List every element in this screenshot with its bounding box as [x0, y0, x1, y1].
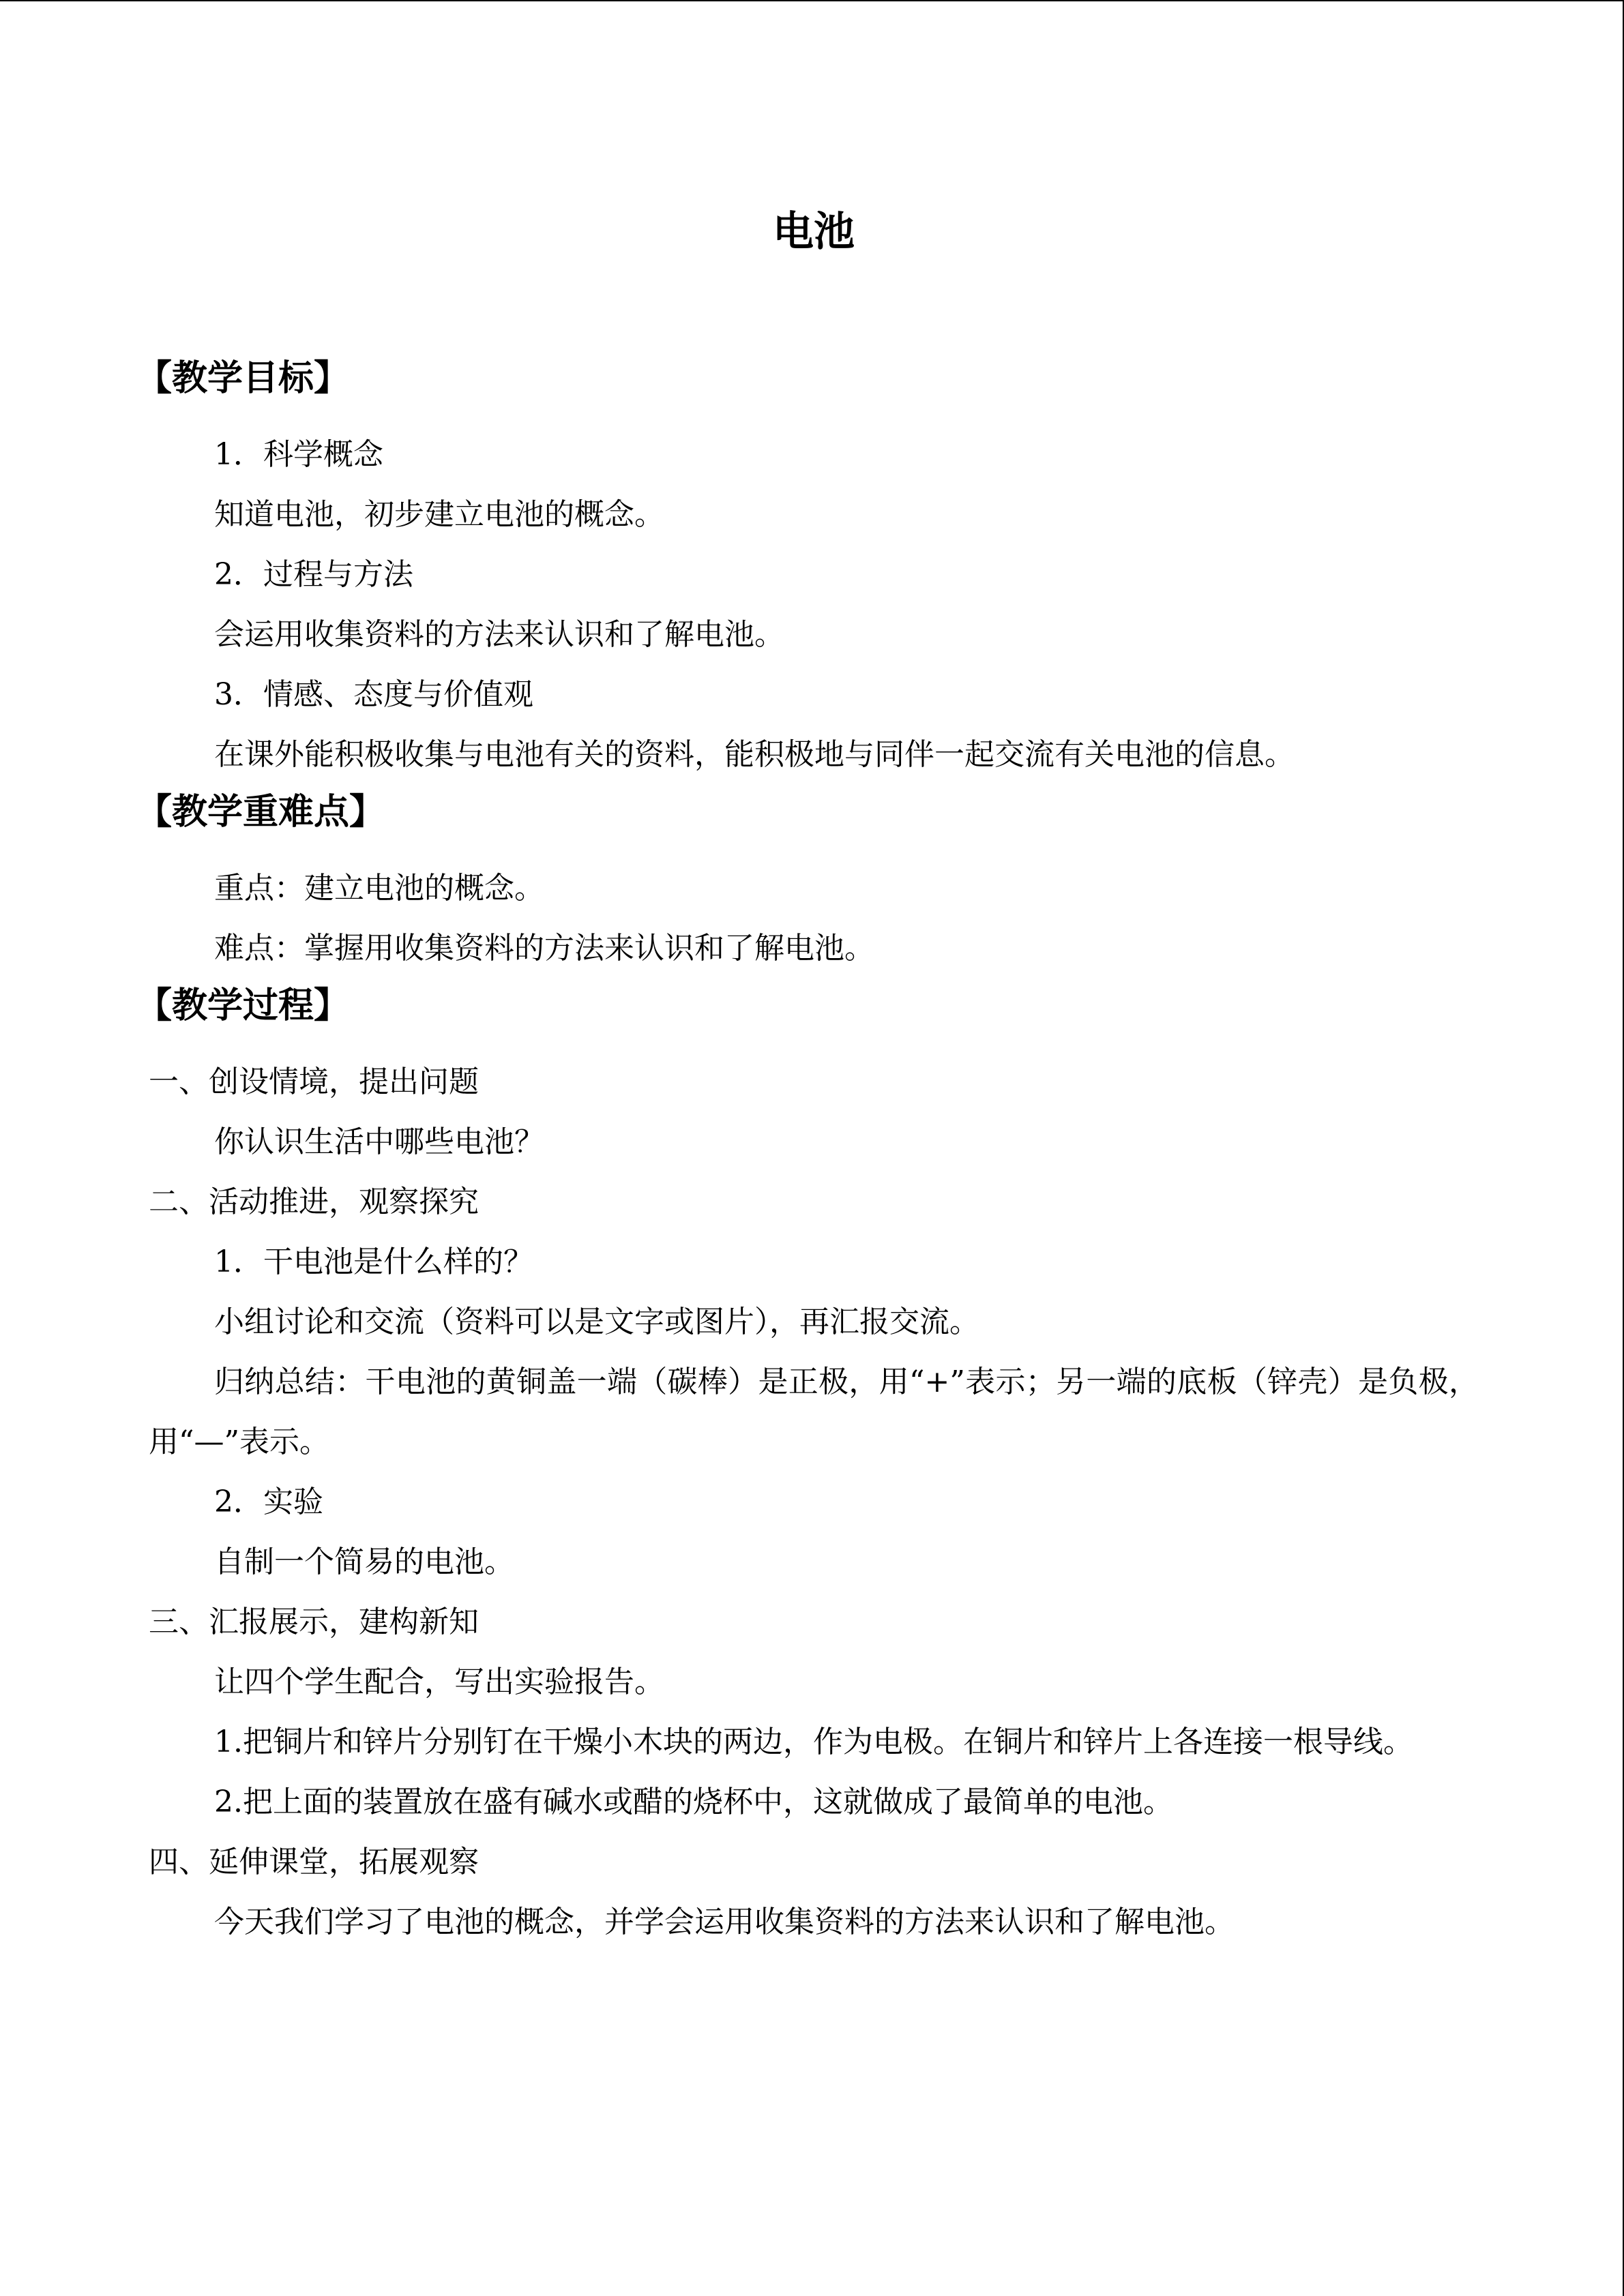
- process-item: 今天我们学习了电池的概念，并学会运用收集资料的方法来认识和了解电池。: [214, 1905, 1235, 1939]
- objective-item: 1．科学概念: [214, 437, 383, 472]
- section-heading-key-points: 【教学重难点】: [136, 792, 385, 833]
- process-item: 自制一个简易的电池。: [214, 1545, 514, 1579]
- objective-item: 会运用收集资料的方法来认识和了解电池。: [214, 617, 784, 652]
- objective-item: 3．情感、态度与价值观: [214, 677, 533, 712]
- objective-item: 在课外能积极收集与电池有关的资料，能积极地与同伴一起交流有关电池的信息。: [214, 737, 1295, 772]
- process-item: 小组讨论和交流（资料可以是文字或图片），再汇报交流。: [214, 1304, 979, 1339]
- section-heading-process: 【教学过程】: [136, 985, 350, 1026]
- document-page: [136, 205, 1479, 1952]
- process-item: 1.把铜片和锌片分别钉在干燥小木块的两边，作为电极。在铜片和锌片上各连接一根导线。: [214, 1725, 1413, 1759]
- objective-item: 2．过程与方法: [214, 557, 413, 592]
- key-point-item: 重点：建立电池的概念。: [214, 871, 544, 906]
- process-item: 归纳总结：干电池的黄铜盖一端（碳棒）是正极，用“+”表示；另一端的底板（锌壳）是负极，用“—”表示。: [149, 1365, 1479, 1459]
- process-step-heading: 一、创设情境，提出问题: [149, 1064, 479, 1099]
- page-top-border: [0, 0, 1624, 1]
- process-step-heading: 二、活动推进，观察探究: [149, 1184, 479, 1219]
- process-item: 2．实验: [214, 1485, 323, 1519]
- process-step-heading: 三、汇报展示，建构新知: [149, 1605, 479, 1639]
- process-item: 2.把上面的装置放在盛有碱水或醋的烧杯中，这就做成了最简单的电池。: [214, 1785, 1173, 1819]
- document-title: 电池: [773, 208, 855, 256]
- objective-item: 知道电池，初步建立电池的概念。: [214, 497, 664, 532]
- process-item: 你认识生活中哪些电池？: [214, 1124, 544, 1159]
- section-heading-objectives: 【教学目标】: [136, 358, 350, 399]
- process-item: 1．干电池是什么样的？: [214, 1244, 533, 1279]
- process-item: 让四个学生配合，写出实验报告。: [214, 1665, 664, 1699]
- process-step-heading: 四、延伸课堂，拓展观察: [149, 1845, 479, 1879]
- key-point-item: 难点：掌握用收集资料的方法来认识和了解电池。: [214, 931, 874, 966]
